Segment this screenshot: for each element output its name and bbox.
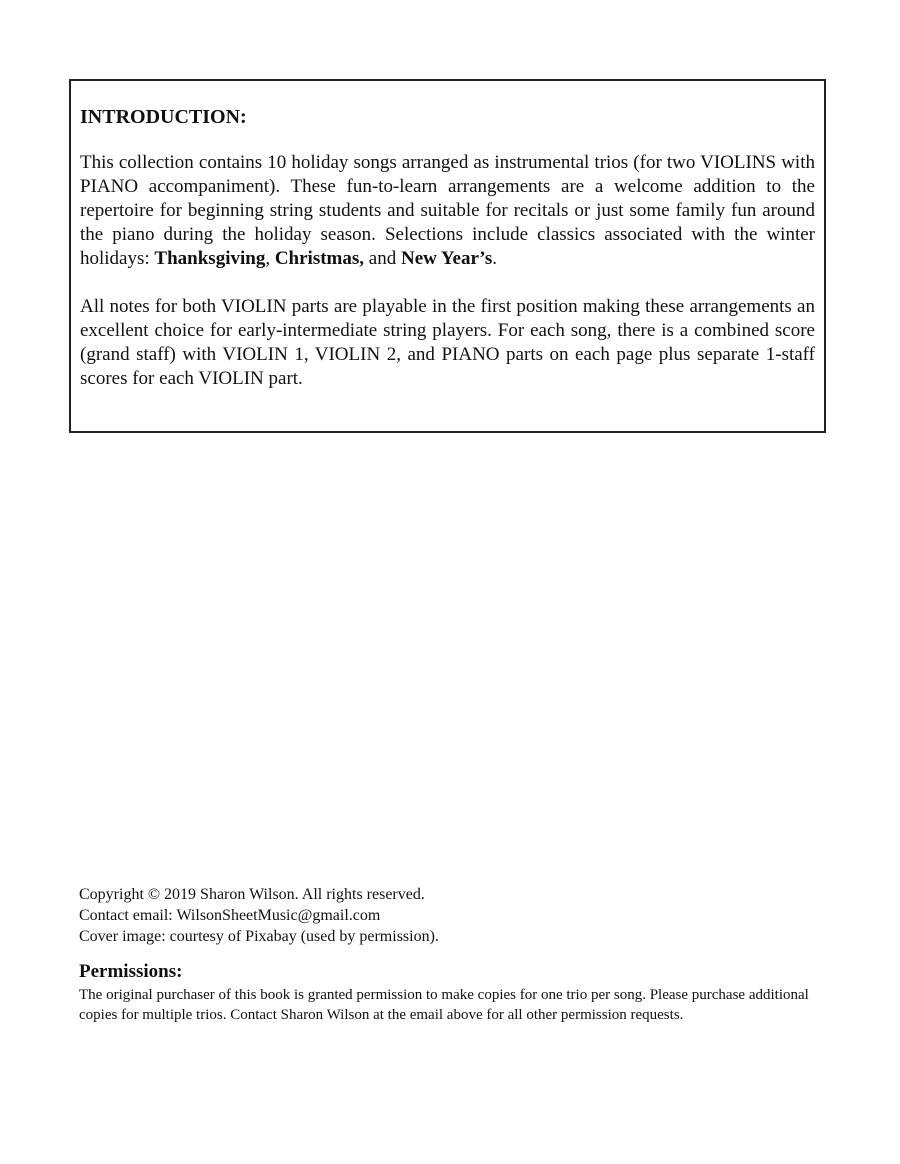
introduction-paragraph-1-text: This collection contains 10 holiday songs arranged as instrumental trios (for two VIOLINS with PIANO accompaniment). These fun-to-learn arrangements are a welcome addition to the repertoire for beginning string students and suitable for recitals or just some family fun around the piano during the holiday season. Selections include classics associated with the winter holidays: (80, 152, 815, 269)
separator: and (364, 248, 401, 269)
introduction-box (69, 79, 826, 433)
cover-image-credit: Cover image: courtesy of Pixabay (used by permission). (79, 928, 439, 945)
period: . (492, 248, 497, 269)
holiday-new-years: New Year’s (400, 248, 493, 269)
introduction-heading: INTRODUCTION: (80, 106, 247, 128)
introduction-paragraph-1 (80, 151, 815, 271)
contact-email-line: Contact email: WilsonSheetMusic@gmail.com (79, 907, 381, 924)
permissions-text: The original purchaser of this book is granted permission to make copies for one trio per song. Please purchase additional copies for multiple trios. Contact Sharon Wilson at the email above for all other permission requests. (79, 987, 809, 1023)
permissions-heading: Permissions: (79, 961, 183, 982)
introduction-paragraph-2: All notes for both VIOLIN parts are playable in the first position making these arrangements an excellent choice for early-intermediate string players. For each song, there is a combined score (grand staff) with VIOLIN 1, VIOLIN 2, and PIANO parts on each page plus separate 1-staff scores for each VIOLIN part. (80, 296, 815, 389)
footer (79, 884, 809, 1025)
copyright-line: Copyright © 2019 Sharon Wilson. All rights reserved. (79, 886, 425, 903)
holiday-christmas: Christmas, (274, 248, 365, 269)
holiday-thanksgiving: Thanksgiving (154, 248, 266, 269)
separator: , (265, 248, 275, 269)
